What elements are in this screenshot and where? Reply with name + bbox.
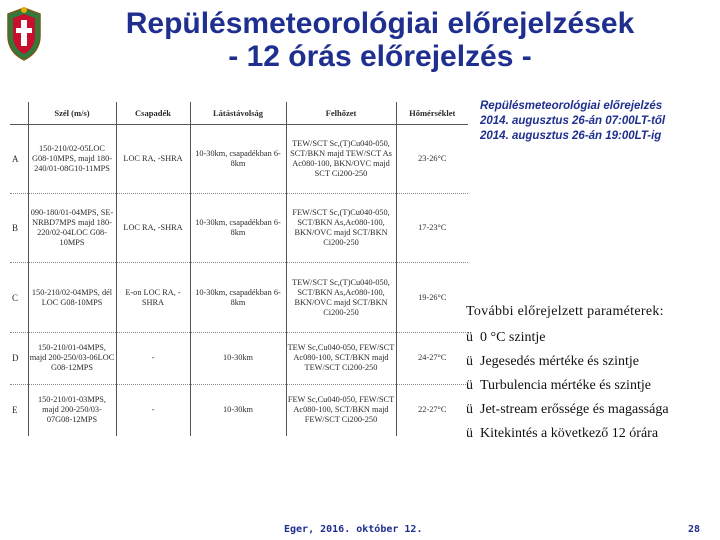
list-item — [466, 377, 720, 401]
cloud-cell: TEW Sc,Cu040-050, FEW/SCT Ac080-100, SCT/BKN majd TEW/SCT Ci200-250 — [286, 332, 396, 384]
page-number: 28 — [688, 524, 701, 535]
table-row — [10, 332, 468, 384]
list-item-text: Kitekintés a következő 12 órára — [480, 426, 659, 441]
precip-cell: E-on LOC RA, -SHRA — [116, 263, 190, 332]
wind-cell: 150-210/02-05LOC G08-10MPS, majd 180-240/01-08G10-11MPS — [28, 125, 116, 194]
region-label: E — [10, 384, 28, 436]
table-row — [10, 263, 468, 332]
list-item — [466, 353, 720, 377]
table-row — [10, 125, 468, 194]
table-header-cell — [10, 102, 28, 125]
wind-cell: 090-180/01-04MPS, SE-NRBD7MPS majd 180-220/02-04LOC G08-10MPS — [28, 194, 116, 263]
table-row — [10, 194, 468, 263]
checkmark-icon: ü — [466, 354, 473, 369]
table-header-row — [10, 102, 468, 125]
forecast-validity — [480, 99, 718, 144]
region-label: D — [10, 332, 28, 384]
parameters-heading: További előrejelzett paraméterek: — [466, 304, 664, 319]
cloud-cell: TEW/SCT Sc,(T)Cu040-050, SCT/BKN As,Ac080-100, BKN/OVC majd SCT/BKN Ci200-250 — [286, 263, 396, 332]
slide-title-line-2: - 12 órás előrejelzés - — [228, 40, 532, 73]
list-item — [466, 401, 720, 425]
table-header-cell: Felhőzet — [286, 102, 396, 125]
precip-cell: LOC RA, -SHRA — [116, 125, 190, 194]
footer-date: Eger, 2016. október 12. — [284, 524, 423, 535]
list-item-text: Turbulencia mértéke és szintje — [480, 378, 651, 393]
list-item — [466, 425, 720, 449]
forecast-table — [10, 102, 468, 436]
table-header-cell: Szél (m/s) — [28, 102, 116, 125]
checkmark-icon: ü — [466, 402, 473, 417]
validity-from: 2014. augusztus 26-án 07:00LT-től — [480, 115, 666, 127]
cloud-cell: TEW/SCT Sc,(T)Cu040-050, SCT/BKN majd TEW/SCT As Ac080-100, BKN/OVC majd SCT Ci200-250 — [286, 125, 396, 194]
checkmark-icon: ü — [466, 378, 473, 393]
validity-to: 2014. augusztus 26-án 19:00LT-ig — [480, 130, 662, 142]
table-header-cell: Hőmérséklet — [396, 102, 468, 125]
cloud-cell: FEW/SCT Sc,(T)Cu040-050, SCT/BKN As,Ac080-100, BKN/OVC majd SCT/BKN Ci200-250 — [286, 194, 396, 263]
temperature-cell: 19-26°C — [396, 263, 468, 332]
slide-title-line-1: Repülésmeteorológiai előrejelzések — [125, 7, 635, 40]
cloud-cell: FEW Sc,Cu040-050, FEW/SCT Ac080-100, SCT/BKN majd FEW/SCT Ci200-250 — [286, 384, 396, 436]
coat-of-arms-icon — [4, 6, 44, 62]
list-item-text: Jegesedés mértéke és szintje — [480, 354, 639, 369]
validity-title: Repülésmeteorológiai előrejelzés — [480, 100, 663, 112]
list-item-text: Jet-stream erőssége és magassága — [480, 402, 669, 417]
temperature-cell: 17-23°C — [396, 194, 468, 263]
visibility-cell: 10-30km, csapadékban 6-8km — [190, 125, 286, 194]
additional-parameters — [466, 304, 720, 449]
visibility-cell: 10-30km — [190, 332, 286, 384]
checkmark-icon: ü — [466, 426, 473, 441]
wind-cell: 150-210/02-04MPS, dél LOC G08-10MPS — [28, 263, 116, 332]
table-header-cell: Látástávolság — [190, 102, 286, 125]
visibility-cell: 10-30km, csapadékban 6-8km — [190, 263, 286, 332]
precip-cell: - — [116, 384, 190, 436]
temperature-cell: 24-27°C — [396, 332, 468, 384]
visibility-cell: 10-30km, csapadékban 6-8km — [190, 194, 286, 263]
table-row — [10, 384, 468, 436]
table-header-cell: Csapadék — [116, 102, 190, 125]
temperature-cell: 23-26°C — [396, 125, 468, 194]
list-item-text: 0 °C szintje — [480, 330, 546, 345]
list-item — [466, 329, 720, 353]
region-label: A — [10, 125, 28, 194]
wind-cell: 150-210/01-04MPS, majd 200-250/03-06LOC G08-12MPS — [28, 332, 116, 384]
temperature-cell: 22-27°C — [396, 384, 468, 436]
checkmark-icon: ü — [466, 330, 473, 345]
precip-cell: - — [116, 332, 190, 384]
region-label: C — [10, 263, 28, 332]
visibility-cell: 10-30km — [190, 384, 286, 436]
wind-cell: 150-210/01-03MPS, majd 200-250/03-07G08-12MPS — [28, 384, 116, 436]
precip-cell: LOC RA, -SHRA — [116, 194, 190, 263]
region-label: B — [10, 194, 28, 263]
